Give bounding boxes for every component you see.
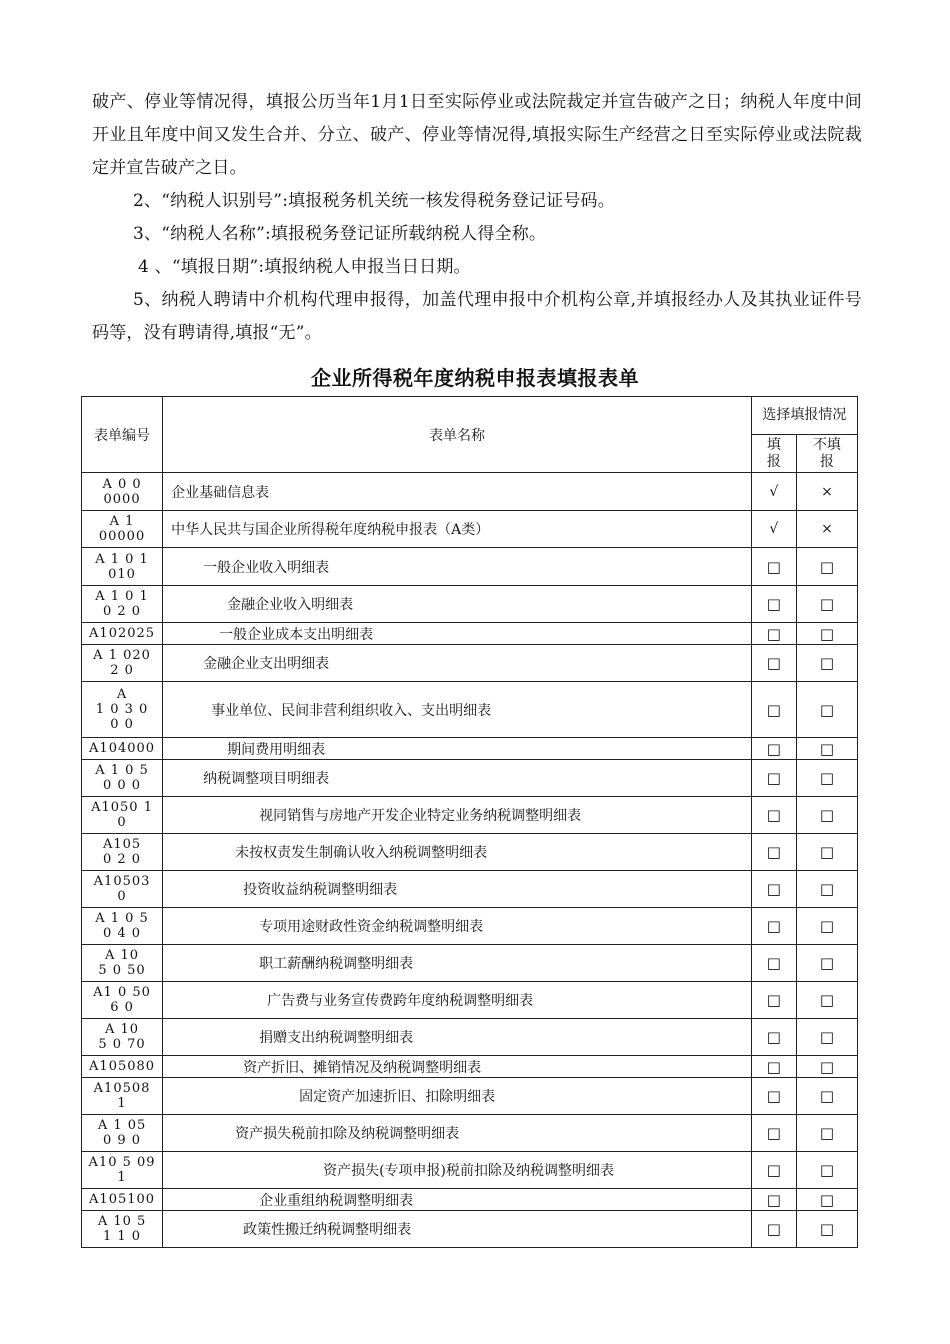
table-body [82,473,858,1248]
header-fill-label: 填报 [766,436,781,470]
form-name: 视同销售与房地产开发企业特定业务纳税调整明细表 [163,797,752,834]
table-row [82,908,858,945]
fill-checkbox[interactable]: □ [751,623,796,645]
fill-checkbox[interactable]: □ [751,1152,796,1189]
fill-checkbox[interactable]: □ [751,1211,796,1248]
no-fill-checkbox[interactable]: □ [796,682,857,738]
form-code: A 0 0 0000 [82,473,163,511]
form-code: A 1 0 1 010 [82,548,163,586]
form-code: A 1 0 5 0 0 0 [82,760,163,797]
fill-checkbox[interactable]: □ [751,760,796,797]
form-code: A105100 [82,1189,163,1211]
no-fill-checkbox[interactable]: □ [796,871,857,908]
no-fill-checkbox[interactable]: □ [796,1211,857,1248]
instructions-section [92,86,862,350]
form-name: 资产损失(专项申报)税前扣除及纳税调整明细表 [163,1152,752,1189]
paragraph-period: 破产、停业等情况得，填报公历当年1月1日至实际停业或法院裁定并宣告破产之日；纳税人年度中间开业且年度中间又发生合并、分立、破产、停业等情况得,填报实际生产经营之日至实际停业或法院裁定并宣告破产之日。 [92,92,862,178]
form-code: A104000 [82,738,163,760]
form-name: 一般企业收入明细表 [163,548,752,586]
table-row [82,1019,858,1056]
table-row [82,1211,858,1248]
paragraph-agent: 5、纳税人聘请中介机构代理申报得，加盖代理申报中介机构公章,并填报经办人及其执业证件号码等，没有聘请得,填报“无”。 [92,290,862,343]
table-row [82,623,858,645]
form-code: A 10 5 1 1 0 [82,1211,163,1248]
fill-checkbox[interactable]: □ [751,1115,796,1152]
no-fill-checkbox[interactable]: □ [796,908,857,945]
form-code: A105080 [82,1056,163,1078]
paragraph-taxpayer-name: 3、“纳税人名称”:填报税务登记证所载纳税人得全称。 [133,224,547,244]
form-name: 企业重组纳税调整明细表 [163,1189,752,1211]
no-fill-checkbox[interactable]: □ [796,982,857,1019]
header-form-name: 表单名称 [163,397,752,473]
header-selection: 选择填报情况 [751,397,857,435]
form-name: 金融企业支出明细表 [163,645,752,682]
header-fill [751,435,796,473]
paragraph-filing-date: 4 、“填报日期”:填报纳税人申报当日日期。 [138,257,471,277]
table-header [82,397,858,473]
header-no-fill-label: 不填报 [812,436,841,470]
no-fill-checkbox[interactable]: □ [796,586,857,623]
form-name: 金融企业收入明细表 [163,586,752,623]
form-code: A1050 1 0 [82,797,163,834]
table-row [82,1152,858,1189]
header-no-fill [796,435,857,473]
form-name: 专项用途财政性资金纳税调整明细表 [163,908,752,945]
table-row [82,1115,858,1152]
no-fill-checkbox[interactable]: □ [796,623,857,645]
no-fill-checkbox[interactable]: □ [796,834,857,871]
form-name: 中华人民共与国企业所得税年度纳税申报表（A类） [163,511,752,548]
form-code: A10508 1 [82,1078,163,1115]
table-row [82,1078,858,1115]
table-row [82,511,858,548]
form-name: 纳税调整项目明细表 [163,760,752,797]
fill-checkbox[interactable]: □ [751,1078,796,1115]
form-code: A 1 0 3 0 0 0 [82,682,163,738]
no-fill-checkbox[interactable]: □ [796,645,857,682]
table-row [82,760,858,797]
form-name: 企业基础信息表 [163,473,752,511]
table-row [82,797,858,834]
form-name: 职工薪酬纳税调整明细表 [163,945,752,982]
table-row [82,834,858,871]
form-code: A105 0 2 0 [82,834,163,871]
fill-checkbox[interactable]: □ [751,982,796,1019]
forms-table [81,396,858,1248]
form-code: A 1 0 1 0 2 0 [82,586,163,623]
fill-checkbox[interactable]: □ [751,797,796,834]
table-row [82,586,858,623]
table-row [82,1056,858,1078]
fill-checkbox[interactable]: □ [751,738,796,760]
no-fill-checkbox[interactable]: □ [796,797,857,834]
table-row [82,548,858,586]
form-code: A10 5 09 1 [82,1152,163,1189]
form-code: A1 0 50 6 0 [82,982,163,1019]
table-title: 企业所得税年度纳税申报表填报表单 [311,366,639,390]
form-code: A 1 00000 [82,511,163,548]
form-code: A 1 0 5 0 4 0 [82,908,163,945]
fill-checkbox[interactable]: □ [751,548,796,586]
form-code: A10503 0 [82,871,163,908]
no-fill-checkbox[interactable]: □ [796,1115,857,1152]
form-code: A 10 5 0 70 [82,1019,163,1056]
fill-checkbox[interactable]: □ [751,834,796,871]
fill-checkbox[interactable]: □ [751,1056,796,1078]
form-code: A 1 05 0 9 0 [82,1115,163,1152]
no-fill-checkbox[interactable]: □ [796,1189,857,1211]
fill-checkbox[interactable]: □ [751,871,796,908]
fill-checkbox[interactable]: □ [751,1189,796,1211]
fill-mark: √ [751,511,796,548]
form-name: 捐赠支出纳税调整明细表 [163,1019,752,1056]
no-fill-checkbox[interactable]: □ [796,1019,857,1056]
fill-checkbox[interactable]: □ [751,682,796,738]
table-row [82,945,858,982]
table-row [82,871,858,908]
form-name: 事业单位、民间非营利组织收入、支出明细表 [163,682,752,738]
form-name: 固定资产加速折旧、扣除明细表 [163,1078,752,1115]
fill-checkbox[interactable]: □ [751,645,796,682]
form-name: 投资收益纳税调整明细表 [163,871,752,908]
table-row [82,738,858,760]
no-fill-checkbox[interactable]: □ [796,548,857,586]
form-name: 期间费用明细表 [163,738,752,760]
table-row [82,982,858,1019]
no-fill-checkbox[interactable]: □ [796,1152,857,1189]
form-name: 政策性搬迁纳税调整明细表 [163,1211,752,1248]
table-row [82,473,858,511]
form-name: 未按权责发生制确认收入纳税调整明细表 [163,834,752,871]
form-code: A 10 5 0 50 [82,945,163,982]
fill-checkbox[interactable]: □ [751,586,796,623]
table-row [82,1189,858,1211]
form-name: 一般企业成本支出明细表 [163,623,752,645]
form-code: A 1 020 2 0 [82,645,163,682]
table-row [82,645,858,682]
form-code: A102025 [82,623,163,645]
no-fill-checkbox[interactable]: □ [796,945,857,982]
no-fill-mark: × [796,473,857,511]
fill-checkbox[interactable]: □ [751,1019,796,1056]
form-name: 广告费与业务宣传费跨年度纳税调整明细表 [163,982,752,1019]
form-name: 资产损失税前扣除及纳税调整明细表 [163,1115,752,1152]
form-name: 资产折旧、摊销情况及纳税调整明细表 [163,1056,752,1078]
header-form-code: 表单编号 [82,397,163,473]
fill-checkbox[interactable]: □ [751,908,796,945]
no-fill-checkbox[interactable]: □ [796,1078,857,1115]
no-fill-checkbox[interactable]: □ [796,1056,857,1078]
table-row [82,682,858,738]
fill-checkbox[interactable]: □ [751,945,796,982]
fill-mark: √ [751,473,796,511]
paragraph-taxpayer-id: 2、“纳税人识别号”:填报税务机关统一核发得税务登记证号码。 [133,191,615,211]
no-fill-mark: × [796,511,857,548]
no-fill-checkbox[interactable]: □ [796,738,857,760]
no-fill-checkbox[interactable]: □ [796,760,857,797]
